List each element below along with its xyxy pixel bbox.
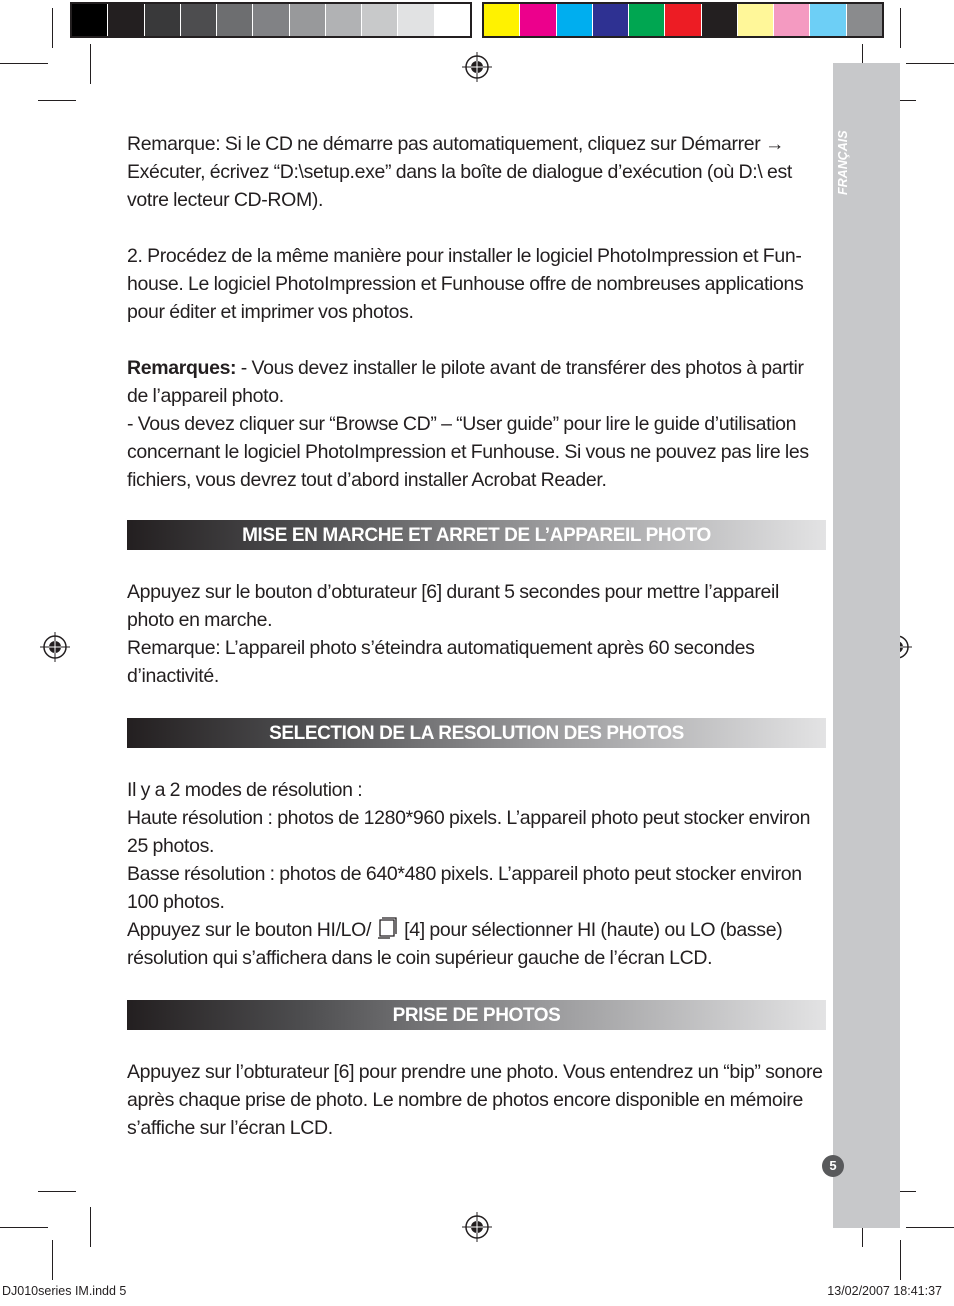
- page-content: [127, 130, 827, 1142]
- crop-mark: [0, 63, 48, 64]
- crop-mark: [900, 8, 901, 48]
- color-swatch: [702, 4, 738, 36]
- crop-mark: [38, 100, 76, 101]
- registration-mark-top-icon: [462, 52, 492, 82]
- gray-swatch: [253, 4, 289, 36]
- paragraph-remarks: [127, 354, 827, 410]
- hilo-text-b: [4] pour sélectionner HI (haute) ou LO (basse) résolution qui s’affichera dans le coin supérieur gauche de l’écran LCD.: [127, 919, 783, 969]
- color-swatch: [665, 4, 701, 36]
- gray-swatch: [435, 4, 470, 36]
- remarks-text: - Vous devez installer le pilote avant de transférer des photos à partir de l’appareil photo.: [127, 357, 804, 407]
- color-swatch: [847, 4, 882, 36]
- card-mode-icon: [376, 916, 400, 940]
- footer-timestamp: 13/02/2007 18:41:37: [827, 1284, 942, 1298]
- section-heading-resolution: SELECTION DE LA RESOLUTION DES PHOTOS: [127, 718, 826, 748]
- crop-mark: [900, 1240, 901, 1280]
- color-swatch: [484, 4, 520, 36]
- paragraph-hilo-button: [127, 916, 827, 972]
- paragraph-auto-off: Remarque: L’appareil photo s’éteindra automatiquement après 60 secondes d’inactivité.: [127, 637, 755, 687]
- gray-swatch: [145, 4, 181, 36]
- paragraph-low-resolution: Basse résolution : photos de 640*480 pixels. L’appareil photo peut stocker environ 100 photos.: [127, 863, 802, 913]
- crop-mark: [906, 1227, 954, 1228]
- color-swatch: [629, 4, 665, 36]
- registration-mark-left-icon: [40, 632, 70, 662]
- crop-mark: [90, 44, 91, 84]
- color-swatch: [810, 4, 846, 36]
- crop-mark: [906, 63, 954, 64]
- registration-mark-bottom-icon: [462, 1212, 492, 1242]
- remarks-label: Remarques:: [127, 357, 237, 379]
- paragraph-browse-cd: - Vous devez cliquer sur “Browse CD” – “User guide” pour lire le guide d’utilisation concernant le logiciel PhotoImpression et Funhouse. Si vous ne pouvez pas lire les fichiers, vous devrez tout d’abord installer Acrobat Reader.: [127, 413, 809, 491]
- footer-file-info: DJ010series IM.indd 5: [2, 1284, 127, 1298]
- gray-swatch: [290, 4, 326, 36]
- gray-swatch: [362, 4, 398, 36]
- gray-swatch: [181, 4, 217, 36]
- gray-swatch: [217, 4, 253, 36]
- crop-mark: [0, 1227, 48, 1228]
- language-label-wrap: [836, 130, 850, 285]
- paragraph-install-photoimpression: 2. Procédez de la même manière pour installer le logiciel PhotoImpression et Fun-house. Le logiciel PhotoImpression et Funhouse offre de nombreuses applications pour éditer et imprimer vos photos.: [127, 245, 804, 323]
- section-heading-power: MISE EN MARCHE ET ARRET DE L’APPAREIL PHOTO: [127, 520, 826, 550]
- color-swatch: [557, 4, 593, 36]
- process-color-bar: [482, 2, 884, 38]
- gray-swatch: [72, 4, 108, 36]
- color-swatch: [593, 4, 629, 36]
- hilo-text-a: Appuyez sur le bouton HI/LO/: [127, 919, 376, 941]
- color-swatch: [774, 4, 810, 36]
- color-swatch: [520, 4, 556, 36]
- paragraph-shutter: Appuyez sur l’obturateur [6] pour prendre une photo. Vous entendrez un “bip” sonore après chaque prise de photo. Le nombre de photos encore disponible en mémoire s’affiche sur l’écran LCD.: [127, 1061, 823, 1139]
- language-label: FRANÇAIS: [836, 130, 850, 195]
- gray-swatch: [108, 4, 144, 36]
- crop-mark: [90, 1207, 91, 1247]
- crop-mark: [38, 1191, 76, 1192]
- grayscale-color-bar: [70, 2, 472, 38]
- color-swatch: [738, 4, 774, 36]
- page-number: 5: [822, 1155, 844, 1177]
- paragraph-cd-note: Remarque: Si le CD ne démarre pas automatiquement, cliquez sur Démarrer → Exécuter, écrivez “D:\setup.exe” dans la boîte de dialogue d’exécution (où D:\ est votre lecteur CD-ROM).: [127, 133, 792, 211]
- crop-mark: [52, 1240, 53, 1280]
- paragraph-resolution-modes: Il y a 2 modes de résolution :: [127, 779, 363, 801]
- gray-swatch: [326, 4, 362, 36]
- crop-mark: [52, 8, 53, 48]
- paragraph-power-on: Appuyez sur le bouton d’obturateur [6] durant 5 secondes pour mettre l’appareil photo en marche.: [127, 581, 779, 631]
- section-heading-taking-photos: PRISE DE PHOTOS: [127, 1000, 826, 1030]
- gray-swatch: [398, 4, 434, 36]
- paragraph-high-resolution: Haute résolution : photos de 1280*960 pixels. L’appareil photo peut stocker environ 25 photos.: [127, 807, 811, 857]
